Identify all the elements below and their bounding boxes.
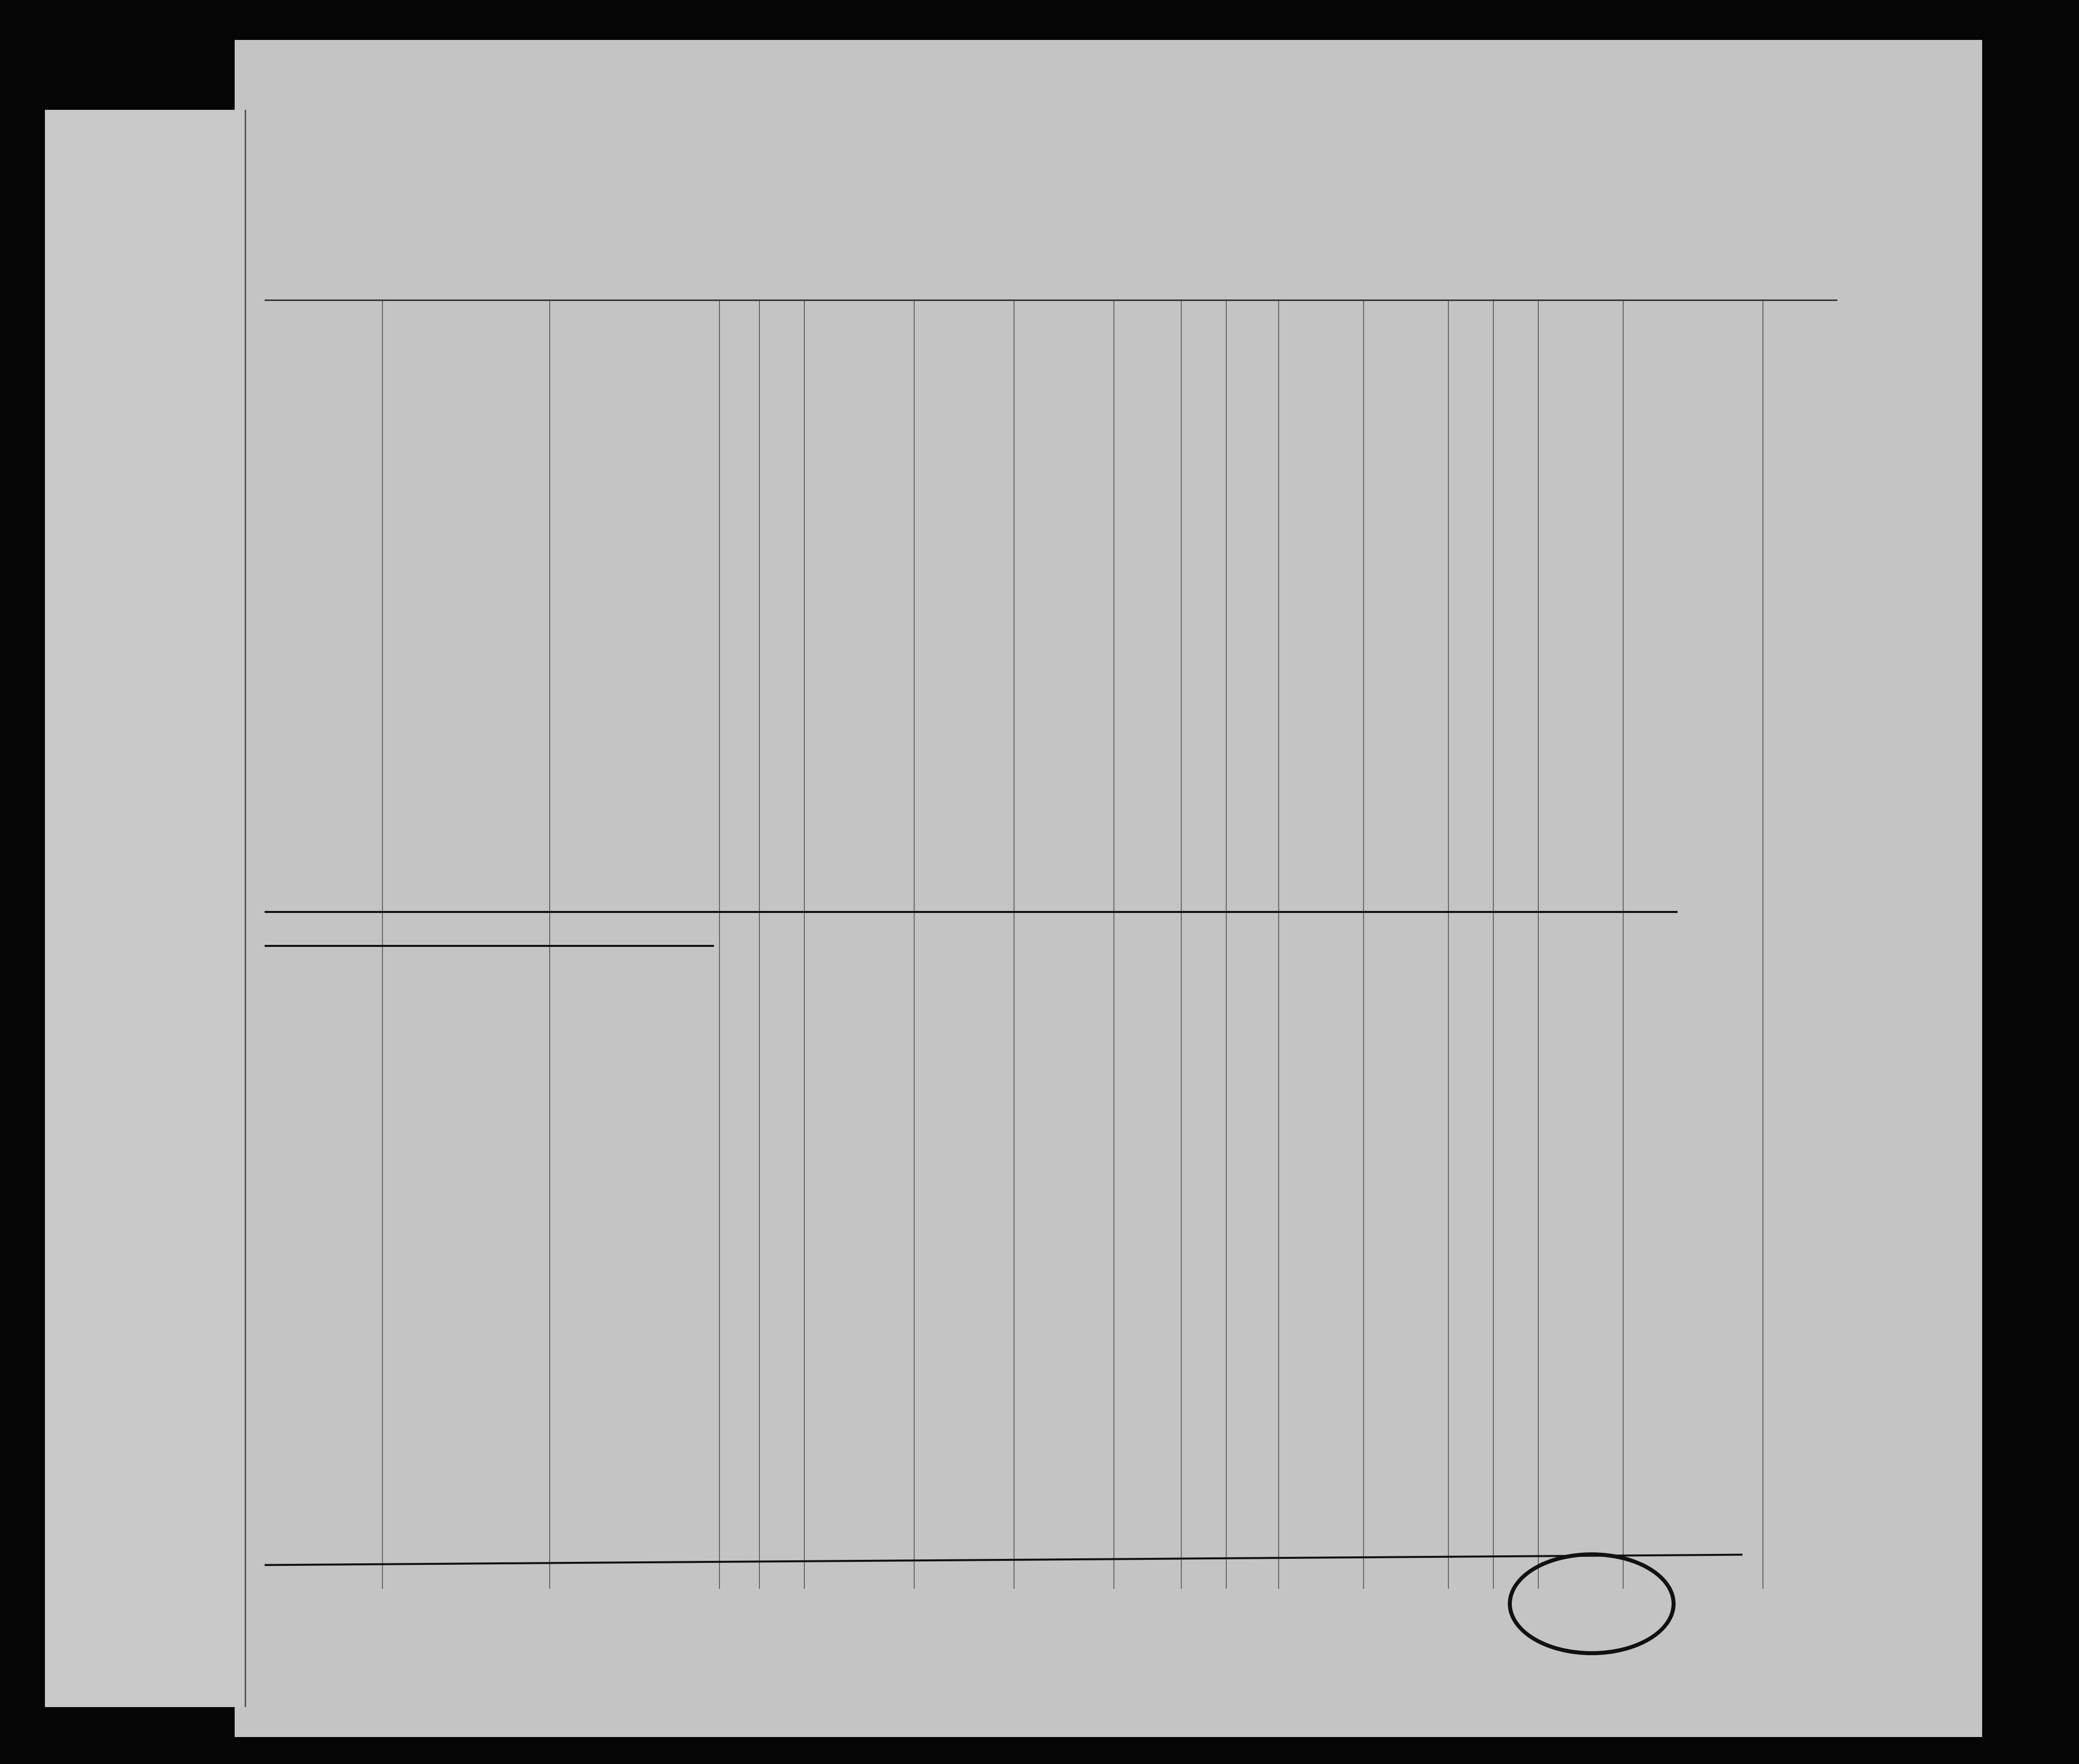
header-col-3	[382, 306, 719, 321]
col-divider	[914, 301, 915, 1589]
header-col-9	[1181, 306, 1226, 336]
header-col-7	[1014, 306, 1113, 324]
col-divider	[759, 301, 760, 1589]
col-divider	[1278, 301, 1279, 1589]
col-divider	[1181, 301, 1182, 1589]
col-divider	[1623, 301, 1624, 1589]
strike-through-line	[265, 911, 1678, 913]
crew-manifest-table	[265, 299, 1837, 1589]
col-divider	[719, 301, 720, 1589]
left-record-strip	[45, 110, 246, 1707]
col-divider	[1363, 301, 1364, 1589]
col-divider	[1014, 301, 1015, 1589]
col-divider	[1113, 301, 1114, 1589]
col-divider	[1762, 301, 1763, 1589]
header-col-13	[1448, 306, 1493, 336]
col-divider	[1493, 301, 1494, 1589]
col-divider	[1226, 301, 1227, 1589]
header-col-4	[719, 306, 759, 324]
mm-office-stamp	[1508, 1552, 1676, 1655]
header-col-5	[759, 306, 804, 324]
col-divider	[1448, 301, 1449, 1589]
strike-through-line	[265, 945, 714, 947]
header-col-15	[1538, 306, 1623, 324]
strike-through-line	[265, 1554, 1742, 1566]
header-col-12	[1363, 306, 1448, 336]
header-col-6	[804, 306, 1014, 324]
header-col-14	[1493, 306, 1538, 336]
header-col-11	[1278, 306, 1363, 336]
col-divider	[804, 301, 805, 1589]
header-col-10	[1226, 306, 1278, 336]
header-col-8	[1113, 306, 1181, 324]
header-col-2	[265, 306, 382, 326]
col-divider	[1538, 301, 1539, 1589]
